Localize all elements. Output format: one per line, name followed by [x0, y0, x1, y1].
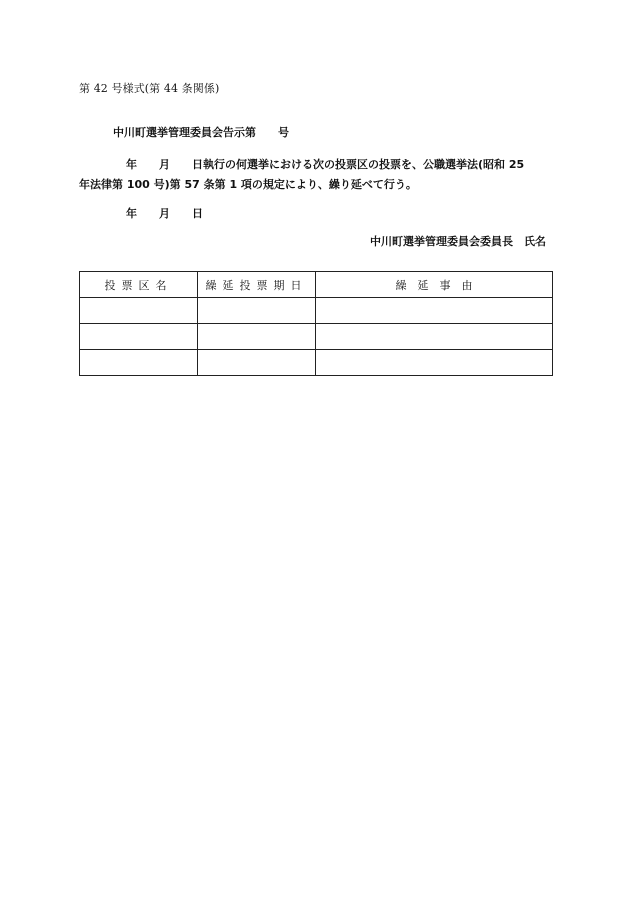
notice-title-suffix: 号 — [278, 126, 289, 139]
table-cell — [198, 350, 316, 376]
table-row — [80, 324, 553, 350]
table-cell — [316, 350, 553, 376]
table-cell — [80, 298, 198, 324]
notice-date — [126, 205, 203, 221]
table-cell — [316, 298, 553, 324]
form-number: 第 42 号様式(第 44 条関係) — [79, 82, 220, 95]
signature-line: 中川町選挙管理委員会委員長 氏名 — [370, 235, 546, 248]
notice-title-prefix: 中川町選挙管理委員会告示第 — [113, 126, 256, 139]
notice-body-line-1: 年 月 日執行の何選挙における次の投票区の投票を、公職選挙法(昭和 25 — [126, 158, 525, 171]
postponement-table — [79, 271, 553, 376]
table-cell — [316, 324, 553, 350]
header-postponement-reason: 繰 延 事 由 — [316, 272, 553, 298]
table-cell — [80, 324, 198, 350]
table-cell — [198, 324, 316, 350]
notice-body-line-2: 年法律第 100 号)第 57 条第 1 項の規定により、繰り延べて行う。 — [79, 178, 417, 191]
postponement-table-container — [79, 271, 552, 376]
table-cell — [80, 350, 198, 376]
table-row — [80, 298, 553, 324]
header-postponed-date: 繰延投票期日 — [198, 272, 316, 298]
header-voting-district: 投票区名 — [80, 272, 198, 298]
table-cell — [198, 298, 316, 324]
date-day: 日 — [192, 207, 203, 220]
table-header-row — [80, 272, 553, 298]
notice-title — [113, 124, 289, 140]
date-year: 年 — [126, 207, 137, 220]
date-month: 月 — [159, 207, 170, 220]
notice-body — [79, 155, 559, 195]
table-row — [80, 350, 553, 376]
